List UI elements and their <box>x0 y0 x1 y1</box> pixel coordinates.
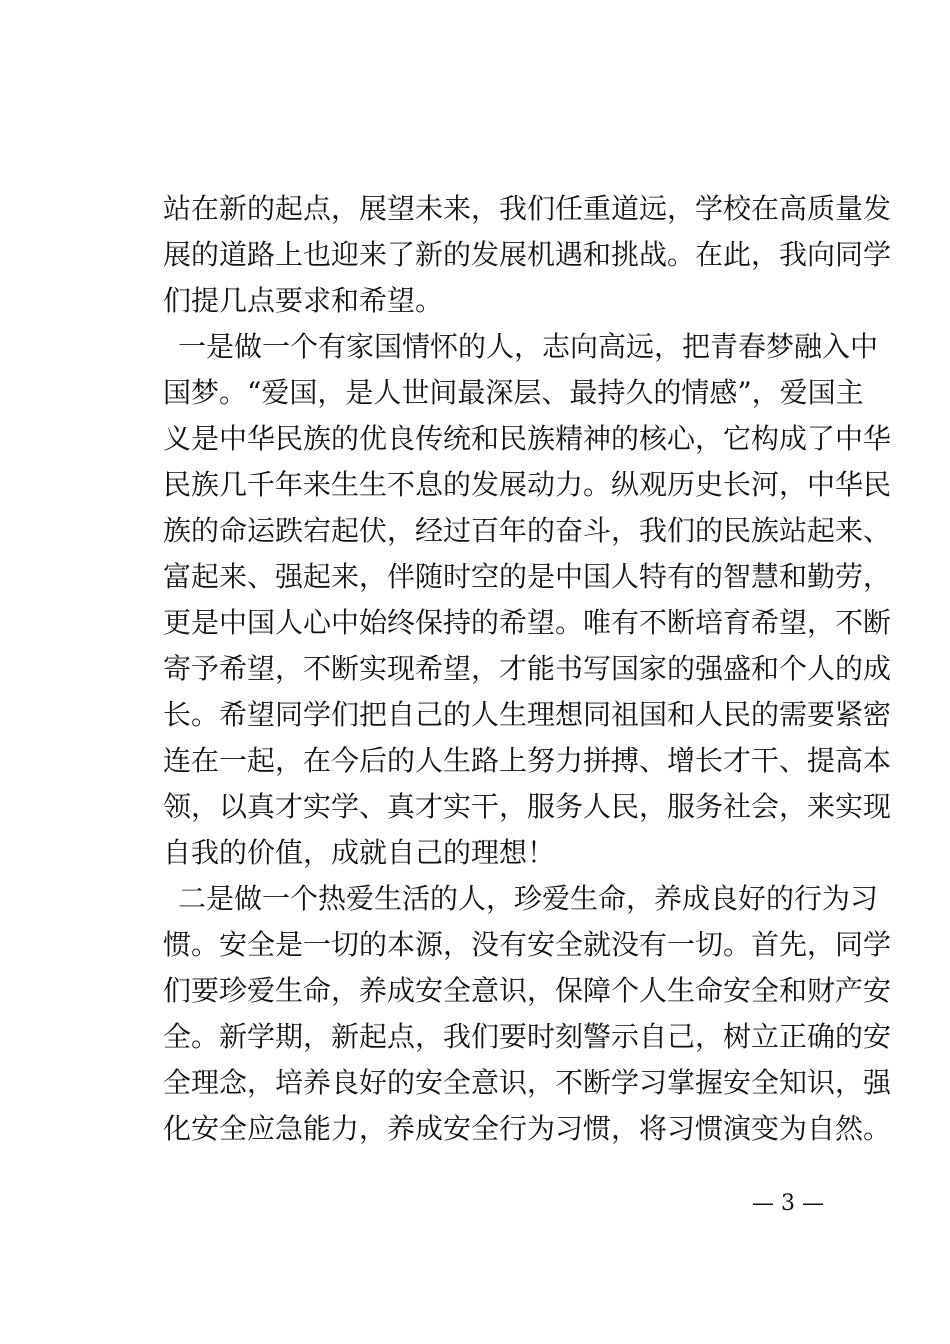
text-line-1: 站在新的起点，展望未来，我们任重道远，学校在高质量发 <box>163 192 892 225</box>
text-line-2: 展的道路上也迎来了新的发展机遇和挑战。在此，我向同学 <box>163 238 892 271</box>
text-line-20: 全理念，培养良好的安全意识，不断学习掌握安全知识，强 <box>163 1066 892 1099</box>
text-line-8: 族的命运跌宕起伏，经过百年的奋斗，我们的民族站起来、 <box>163 514 892 547</box>
text-line-12: 长。希望同学们把自己的人生理想同祖国和人民的需要紧密 <box>163 698 892 731</box>
text-line-13: 连在一起，在今后的人生路上努力拼搏、增长才干、提高本 <box>163 744 892 777</box>
text-line-6: 义是中华民族的优良传统和民族精神的核心，它构成了中华 <box>163 422 892 455</box>
text-line-14: 领，以真才实学、真才实干，服务人民，服务社会，来实现 <box>163 790 892 823</box>
text-line-9: 富起来、强起来，伴随时空的是中国人特有的智慧和勤劳， <box>163 560 892 593</box>
text-line-7: 民族几千年来生生不息的发展动力。纵观历史长河，中华民 <box>163 468 892 501</box>
text-line-19: 全。新学期，新起点，我们要时刻警示自己，树立正确的安 <box>163 1020 892 1053</box>
text-line-10: 更是中国人心中始终保持的希望。唯有不断培育希望，不断 <box>163 606 892 639</box>
text-line-11: 寄予希望，不断实现希望，才能书写国家的强盛和个人的成 <box>163 652 892 685</box>
page-number: — 3 — <box>752 1191 824 1216</box>
text-line-17: 惯。安全是一切的本源，没有安全就没有一切。首先，同学 <box>163 928 892 961</box>
paragraph-1-first-line: 一是做一个有家国情怀的人，志向高远，把青春梦融入中 <box>178 330 879 363</box>
paragraph-2-first-line: 二是做一个热爱生活的人，珍爱生命，养成良好的行为习 <box>178 882 879 915</box>
text-line-5: 国梦。“爱国，是人世间最深层、最持久的情感”，爱国主 <box>163 376 864 409</box>
text-line-21: 化安全应急能力，养成安全行为习惯，将习惯演变为自然。 <box>163 1112 892 1145</box>
text-line-18: 们要珍爱生命，养成安全意识，保障个人生命安全和财产安 <box>163 974 892 1007</box>
text-line-3: 们提几点要求和希望。 <box>163 284 444 317</box>
text-line-15: 自我的价值，成就自己的理想！ <box>163 836 556 869</box>
